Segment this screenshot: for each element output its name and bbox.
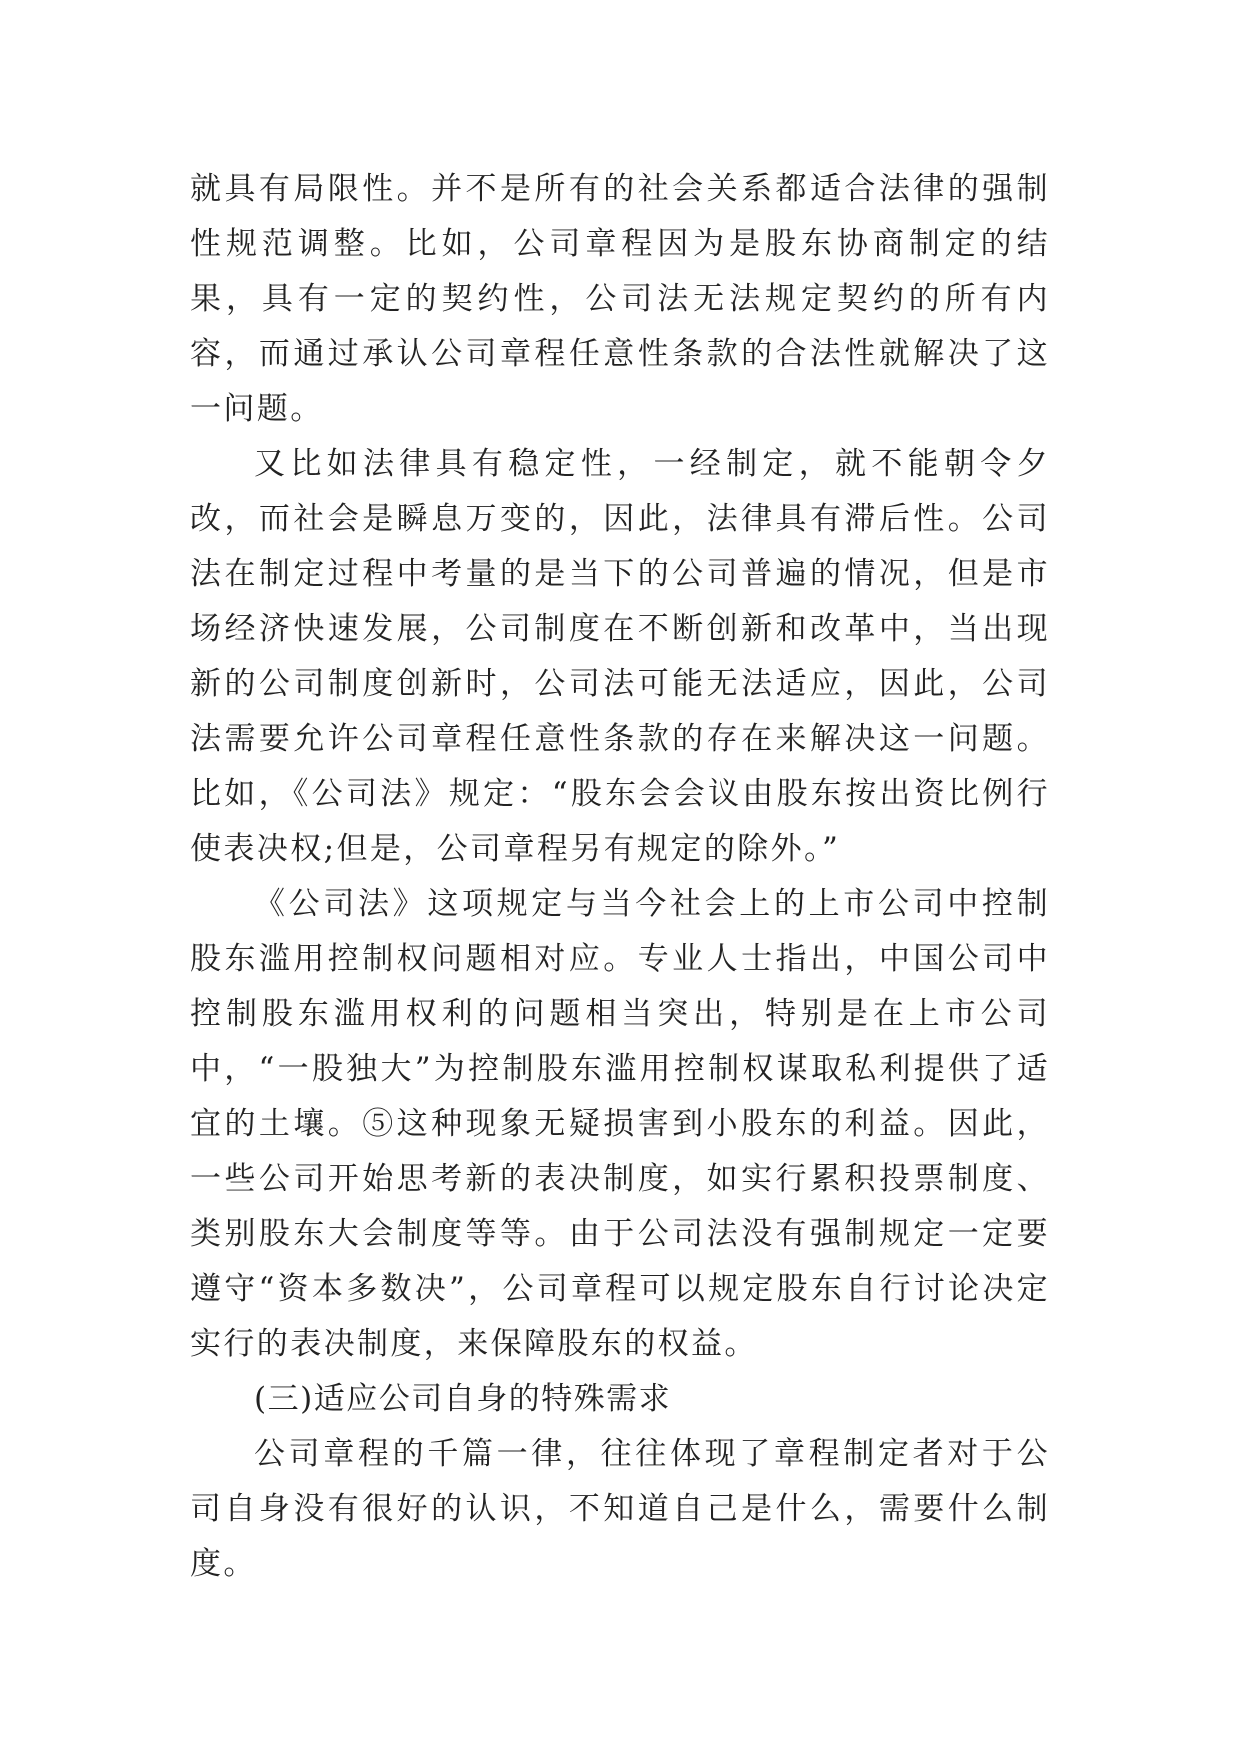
paragraph-controlling-shareholder: 《公司法》这项规定与当今社会上的上市公司中控制股东滥用控制权问题相对应。专业人士指出，中国公司中控制股东滥用权利的问题相当突出，特别是在上市公司中，“一股独大”为控制股东滥用控制权谋取私利提供了适宜的土壤。⑤这种现象无疑损害到小股东的利益。因此，一些公司开始思考新的表决制度，如实行累积投票制度、类别股东大会制度等等。由于公司法没有强制规定一定要遵守“资本多数决”，公司章程可以规定股东自行讨论决定实行的表决制度，来保障股东的权益。	[190, 886, 1050, 1362]
paragraph-continuation: 就具有局限性。并不是所有的社会关系都适合法律的强制性规范调整。比如，公司章程因为是股东协商制定的结果，具有一定的契约性，公司法无法规定契约的所有内容，而通过承认公司章程任意性条款的合法性就解决了这一问题。	[190, 171, 1050, 427]
body-text	[190, 162, 1050, 1592]
paragraph-legal-stability: 又比如法律具有稳定性，一经制定，就不能朝令夕改，而社会是瞬息万变的，因此，法律具有滞后性。公司法在制定过程中考量的是当下的公司普遍的情况，但是市场经济快速发展，公司制度在不断创新和改革中，当出现新的公司制度创新时，公司法可能无法适应，因此，公司法需要允许公司章程任意性条款的存在来解决这一问题。比如，《公司法》规定：“股东会会议由股东按出资比例行使表决权;但是，公司章程另有规定的除外。”	[190, 446, 1050, 867]
paragraph-special-needs: 公司章程的千篇一律，往往体现了章程制定者对于公司自身没有很好的认识，不知道自己是什么，需要什么制度。	[190, 1436, 1050, 1582]
section-heading: (三)适应公司自身的特殊需求	[254, 1381, 672, 1417]
